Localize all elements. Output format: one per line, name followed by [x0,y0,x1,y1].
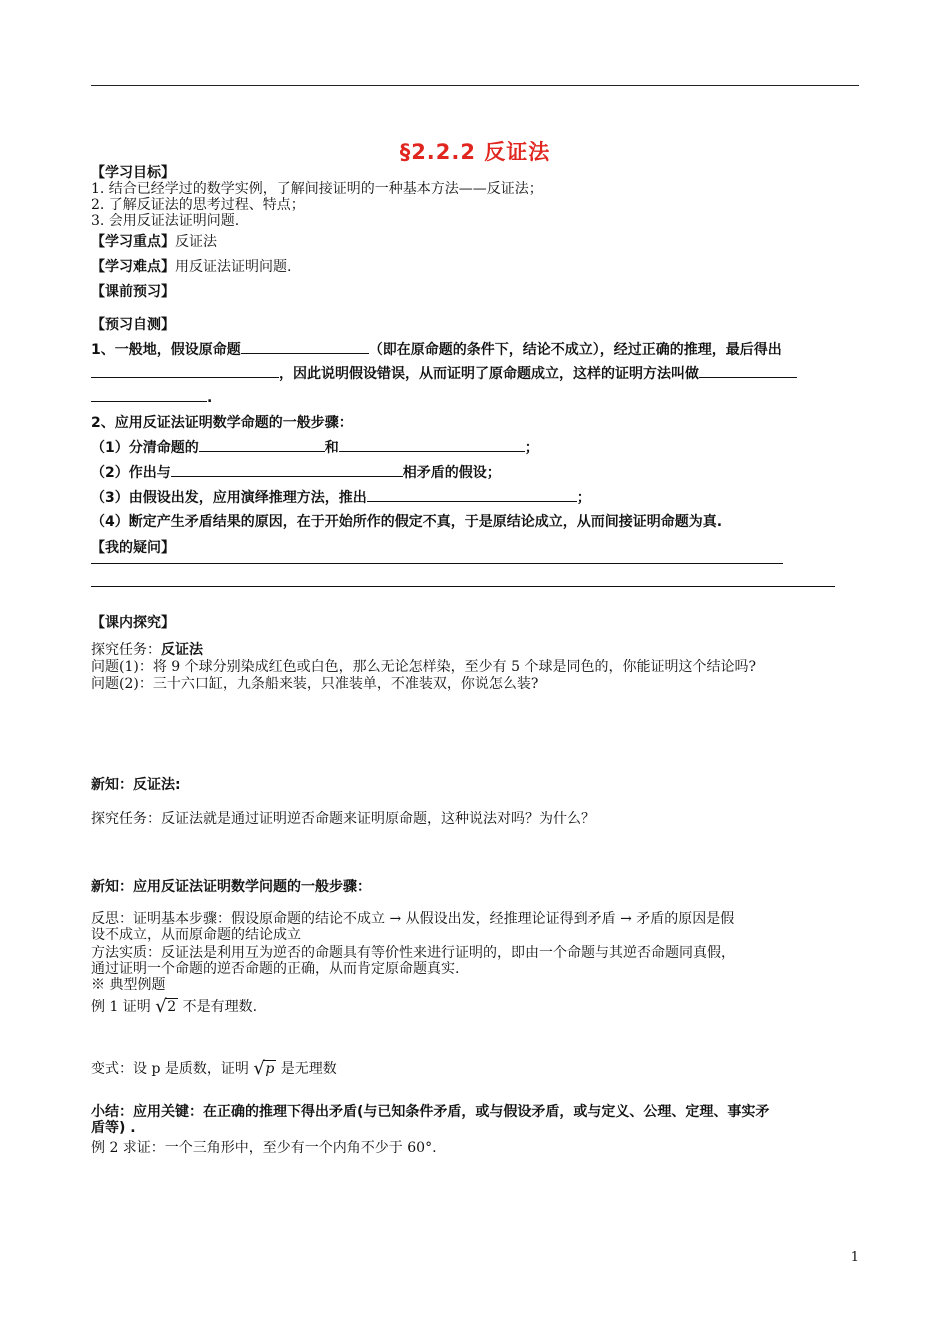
page-number: 1 [850,1250,859,1265]
goals-heading: 【学习目标】 [91,165,175,181]
summary-line-2: 盾等) . [91,1120,136,1136]
self-test-heading: 【预习自测】 [91,317,175,333]
header-rule [91,85,859,86]
sqrt-2-radicand: 2 [167,999,177,1015]
step-3-part-a: （3）由假设出发，应用演绎推理方法，推出 [91,490,367,506]
goal-item-2: 2. 了解反证法的思考过程、特点； [91,197,305,213]
reflect-line-4: 通过证明一个命题的逆否命题的正确，从而肯定原命题真实. [91,961,460,977]
difficulty-heading: 【学习难点】 [91,259,175,275]
questions-heading: 【我的疑问】 [91,540,175,556]
q1-part-a: 1、一般地，假设原命题 [91,342,241,358]
questions-line-1[interactable] [91,563,783,564]
q1-line3 [91,387,212,406]
difficulty-text: 用反证法证明问题. [175,259,292,275]
step-4: （4）断定产生矛盾结果的原因，在于开始所作的假定不真，于是原结论成立，从而间接证明命题为真. [91,514,723,530]
variant [91,1058,337,1078]
key-point [91,231,217,251]
explore-heading: 【课内探究】 [91,615,175,631]
reflect-line-2: 设不成立，从而原命题的结论成立 [91,927,301,943]
step-2 [91,462,501,482]
goal-item-1: 1. 结合已经学过的数学实例，了解间接证明的一种基本方法——反证法； [91,181,543,197]
q1-blank-3[interactable] [699,363,797,378]
step-3-blank[interactable] [367,487,577,502]
step-3-part-b: ； [576,490,591,506]
variant-pre: 变式：设 p 是质数，证明 [91,1061,254,1077]
q1-blank-1[interactable] [241,339,369,354]
q1-part-b: （即在原命题的条件下，结论不成立），经过正确的推理，最后得出 [368,342,782,358]
reflect-line-3: 方法实质：反证法是利用互为逆否的命题具有等价性来进行证明的，即由一个命题与其逆否命题同真假， [91,945,735,961]
questions-line-2[interactable] [91,586,835,587]
example-1-pre: 例 1 证明 [91,999,156,1015]
step-1-part-b: 和 [324,440,339,456]
problem-1: 问题(1)：将 9 个球分别染成红色或白色，那么无论怎样染，至少有 5 个球是同色的，你能证明这个结论吗? [91,659,756,675]
difficulty [91,256,291,276]
q1-blank-4[interactable] [91,387,207,402]
variant-post: 是无理数 [276,1061,337,1077]
example-2: 例 2 求证：一个三角形中，至少有一个内角不少于 60°. [91,1140,437,1156]
key-point-text: 反证法 [175,234,217,250]
q2-heading: 2、应用反证法证明数学命题的一般步骤： [91,415,353,431]
sqrt-2: √ 2 [155,996,177,1017]
preview-heading: 【课前预习】 [91,284,175,300]
reflect-line-1: 反思：证明基本步骤：假设原命题的结论不成立 → 从假设出发，经推理论证得到矛盾 → 矛盾的原因是假 [91,911,735,927]
step-1-blank-2[interactable] [339,437,525,452]
step-3 [91,487,591,507]
explore-task-label: 探究任务： [91,642,161,658]
explore-task-2: 探究任务：反证法就是通过证明逆否命题来证明原命题，这种说法对吗？为什么？ [91,811,595,827]
step-1-part-c: ； [524,440,539,456]
step-1-part-a: （1）分清命题的 [91,440,199,456]
sqrt-p: √ p [253,1058,275,1079]
new-knowledge-2: 新知：应用反证法证明数学问题的一般步骤： [91,879,371,895]
q1-part-c: ，因此说明假设错误，从而证明了原命题成立，这样的证明方法叫做 [279,366,699,382]
q1-line2 [91,363,797,383]
summary-line-1: 小结：应用关键：在正确的推理下得出矛盾(与已知条件矛盾，或与假设矛盾，或与定义、公理、定理、事实矛 [91,1104,770,1120]
problem-2: 问题(2)：三十六口缸，九条船来装，只准装单，不准装双，你说怎么装? [91,676,539,692]
q1-part-d: . [207,390,213,406]
q1-blank-2[interactable] [91,363,279,378]
example-1-post: 不是有理数. [178,999,258,1015]
key-point-heading: 【学习重点】 [91,234,175,250]
step-2-part-a: （2）作出与 [91,465,171,481]
step-2-part-b: 相矛盾的假设； [402,465,501,481]
page-title: §2.2.2 反证法 [399,140,551,164]
q1-line1 [91,339,782,359]
examples-heading: ※ 典型例题 [91,977,166,993]
step-1-blank-1[interactable] [199,437,325,452]
goal-item-3: 3. 会用反证法证明问题. [91,213,240,229]
step-1 [91,437,539,457]
example-1 [91,996,257,1016]
new-knowledge-1: 新知：反证法: [91,777,181,793]
sqrt-p-radicand: p [265,1061,275,1077]
step-2-blank[interactable] [171,462,403,477]
explore-task-topic: 反证法 [161,642,203,658]
